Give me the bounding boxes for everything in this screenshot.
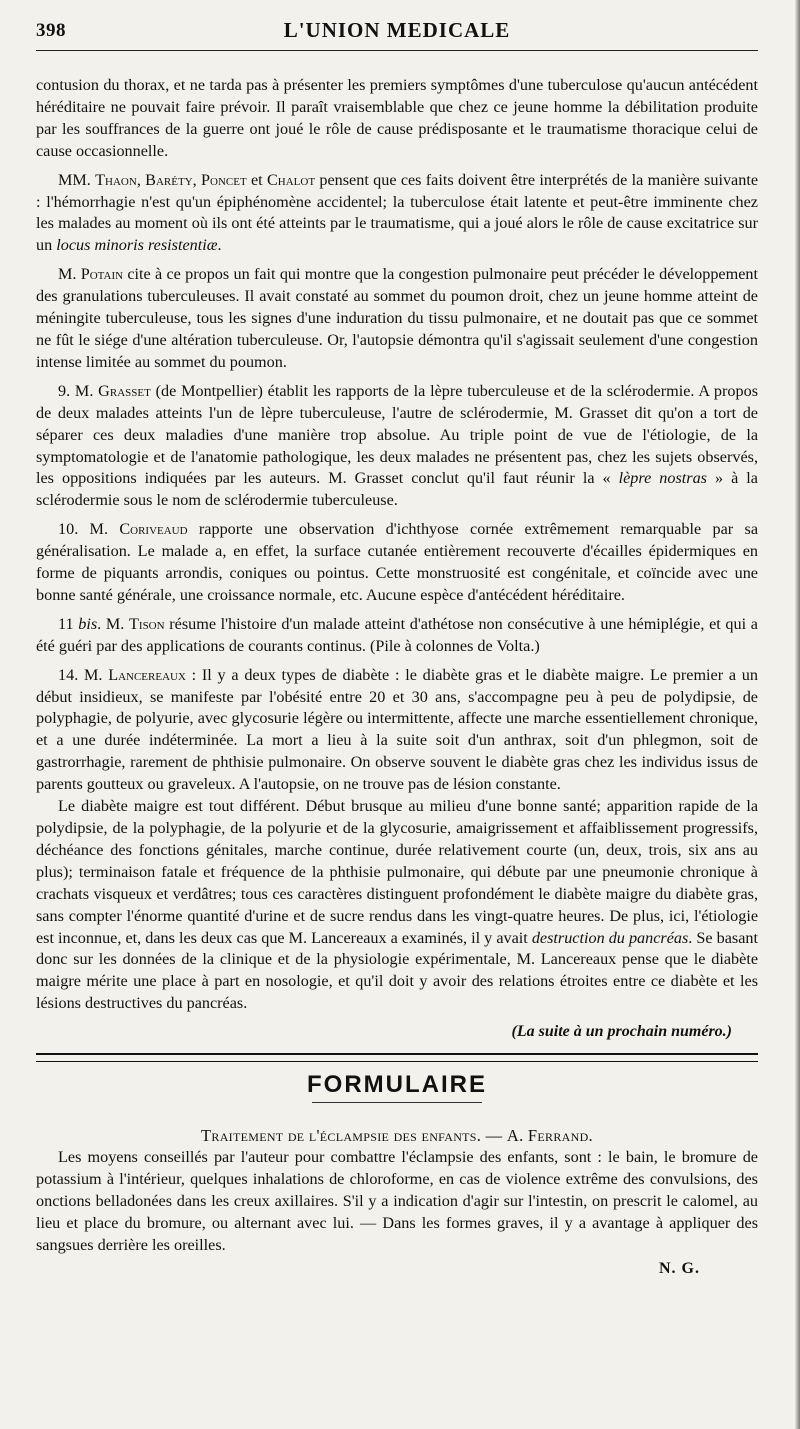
paragraph-text: cite à ce propos un fait qui montre que la congestion pulmonaire peut précéder le développement des granulations tuberculeuses. Il avait constaté au sommet du poumon droit, chez un jeune homme atteint de méningite tuberculeuse, tous les signes d'une induration du tissu pulmonaire, et ne doutait pas que ce sommet ne fût le siége d'une altération tuberculeuse. Or, l'autopsie démontra qu'il s'agissait seulement d'une congestion intense limitée au sommet du poumon. xyxy=(36,265,758,371)
paragraph-lead-bis: bis xyxy=(78,614,98,633)
journal-title: L'UNION MEDICALE xyxy=(283,18,511,42)
paragraph-text: rapporte une observation d'ichthyose cornée extrêmement remarquable par sa généralisation. Le malade a, en effet, la surface cutanée entièrement recouverte d'écailles épidermiques en forme de piquants arrondis, coniques ou pointus. Cette monstruosité est congénitale, et coïncide avec une bonne santé générale, une croissance normale, etc. Aucune espèce d'antécédent héréditaire. xyxy=(36,520,758,604)
paragraph-text: : Il y a deux types de diabète : le diabète gras et le diabète maigre. Le premier a un début insidieux, se manifeste par l'obésité entre 20 et 30 ans, s'accompagne peu à peu de polydipsie, de polyphagie, de polyurie, avec glycosurie légère ou intermittente, affecte une marche essentiellement chronique, et a une durée indéterminée. La mort a lieu à la suite soit d'un anthrax, soit d'un phlegmon, soit de gastrorrhagie, rarement de phthisie pulmonaire. On observe souvent le diabète gras chez les individus issus de parents goutteux ou graveleux. A l'autopsie, on ne trouve pas de lésion constante. xyxy=(36,665,758,794)
formula-author: A. Ferrand. xyxy=(506,1125,593,1145)
paragraph-lead-number: 11 xyxy=(58,614,79,633)
paragraph-text: Le diabète maigre est tout différent. Début brusque au milieu d'une bonne santé; apparition rapide de la polydipsie, de la polyphagie, de la polyurie et de la glycosurie, amaigrissement et affaiblissement progressifs, déchéance des fonctions génitales, marche continue, durée relativement courte (un, deux, trois, six ans au plus); terminaison fatale et fréquence de la phthisie pulmonaire, qui débute par une pneumonie chronique à crachats visqueux et verdâtres; tous ces caractères distinguent profondément le diabète maigre du diabète gras, sans compter l'énorme quantité d'urine et de sucre rendus dans les vingt-quatre heures. De plus, ici, l'étiologie est inconnue, et, dans les deux cas que M. Lancereaux a examinés, il y avait xyxy=(36,797,758,947)
paragraph-tison xyxy=(36,614,758,658)
running-head xyxy=(36,14,758,51)
paragraph-potain xyxy=(36,264,758,374)
article-body xyxy=(36,75,758,1280)
italic-term: destruction du pancréas xyxy=(531,928,689,947)
author-name: Coriveaud xyxy=(119,520,188,539)
paragraph-lead: M. xyxy=(58,265,81,284)
paragraph-lead: MM. xyxy=(58,170,96,189)
signature: N. G. xyxy=(659,1260,700,1278)
author-name: Chalot xyxy=(266,170,316,189)
paragraph-coriveaud xyxy=(36,519,758,607)
section-title: FORMULAIRE xyxy=(307,1071,487,1099)
paragraph-end: . Se basant donc sur les données de la clinique et de la physiologie expérimentale, M. Lancereaux pense que le diabète maigre mérite une place à part en nosologie, et qu'il doit y avoir des relations étroites entre ce diabète et les lésions destructives du pancréas. xyxy=(36,928,758,1013)
paragraph-lead: . M. xyxy=(97,614,130,633)
paragraph-diabete-maigre xyxy=(36,796,758,1015)
italic-term: lèpre nostras xyxy=(618,469,707,488)
formula-title xyxy=(36,1125,758,1147)
paragraph-end: . xyxy=(217,236,222,255)
title-underline xyxy=(312,1102,482,1103)
paragraph-text: pensent que ces faits doivent être interprétés de la manière suivante : l'hémorrhagie n'est qu'un épiphénomène accidentel; la tuberculose était latente et peut-être imminente chez les malades au moment où ils ont été atteints par le traumatisme, qui a joué alors le rôle de cause excitatrice sur un xyxy=(36,170,758,255)
conjunction: et xyxy=(246,170,267,189)
author-name: Grasset xyxy=(98,381,151,400)
paragraph-grasset xyxy=(36,381,758,512)
author-name: Tison xyxy=(129,614,165,633)
paragraph-end: » à la sclérodermie sous le nom de sclérodermie tuberculeuse. xyxy=(36,469,758,510)
italic-term: locus minoris resistentiæ xyxy=(56,236,218,255)
author-name: Potain xyxy=(80,265,124,284)
paragraph-lead: 14. M. xyxy=(58,665,109,684)
paragraph-thaon xyxy=(36,170,758,258)
section-divider xyxy=(36,1053,758,1062)
formula-title-dash: — xyxy=(481,1125,507,1145)
paragraph-text: résume l'histoire d'un malade atteint d'athétose non consécutive à une hémiplégie, et qui a été guéri par des applications de courants continus. (Pile à colonnes de Volta.) xyxy=(36,614,758,655)
page-number: 398 xyxy=(36,20,66,41)
paragraph-text: (de Montpellier) établit les rapports de la lèpre tuberculeuse et de la sclérodermie. A propos de deux malades atteints l'un de lèpre tuberculeuse, l'autre de sclérodermie, M. Grasset dit qu'on a tort de séparer ces deux maladies d'une manière trop absolue. Au triple point de vue de l'étiologie, de la symptomatologie et de l'anatomie pathologique, les deux malades ne présentent pas, chez les sujets observés, les oppositions indiquées par les auteurs. M. Grasset conclut qu'il faut réunir la « xyxy=(36,381,758,488)
continued-note: (La suite à un prochain numéro.) xyxy=(511,1023,732,1041)
formula-body: Les moyens conseillés par l'auteur pour combattre l'éclampsie des enfants, sont : le bain, le bromure de potassium à l'intérieur, quelques inhalations de chloroforme, en cas de violence extrême des convulsions, des onctions belladonées dans les creux axillaires. S'il y a indication d'agir sur l'intestin, on prescrit le calomel, au lieu et place du bromure, ou alternant avec lui. — Dans les formes graves, il y a avantage à appliquer des sangsues derrière les oreilles. xyxy=(36,1147,758,1254)
paragraph-lead: 9. M. xyxy=(58,381,99,400)
paragraph-continuation: contusion du thorax, et ne tarda pas à présenter les premiers symptômes d'une tuberculose qu'aucun antécédent héréditaire ne pouvait faire prévoir. Il paraît vraisemblable que chez ce jeune homme la débilitation produite par les souffrances de la guerre ont joué le rôle de cause prédisposante et le traumatisme thoracique celui de cause occasionnelle. xyxy=(36,76,758,160)
formula-title-text: Traitement de l'éclampsie des enfants. xyxy=(201,1125,482,1145)
paragraph-lead: 10. M. xyxy=(58,520,120,539)
author-name: Lancereaux xyxy=(108,665,186,684)
paragraph-lancereaux xyxy=(36,665,758,796)
author-names: Thaon, Baréty, Poncet xyxy=(95,170,247,189)
